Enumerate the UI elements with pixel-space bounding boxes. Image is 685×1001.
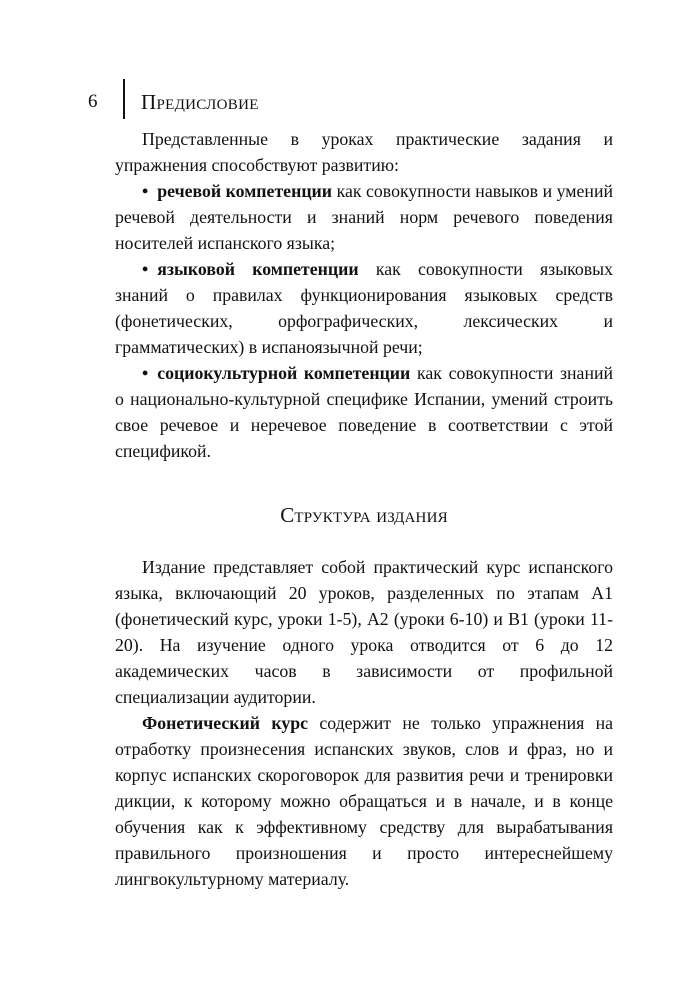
bullet-icon: •	[142, 363, 149, 383]
bullet-text: как совокупности навыков и умений речевой деятельности и знаний норм речевого поведения носителей испанского языка;	[115, 181, 613, 253]
bullet-term: речевой компетенции	[157, 181, 333, 201]
page-header	[88, 79, 618, 121]
bullet-text: как совокупности знаний о национально-культурной специфике Испании, умений строить свое речевое и неречевое поведение в соответствии с этой спецификой.	[115, 363, 613, 461]
page-body	[115, 126, 613, 892]
intro-paragraph: Представленные в уроках практические задания и упражнения способствуют развитию:	[115, 129, 613, 175]
bullet-term: социокультурной компетенции	[157, 363, 411, 383]
bullet-item-sociocultural-competence	[115, 360, 613, 464]
bullet-item-speech-competence	[115, 178, 613, 256]
bullet-term: языковой компетенции	[157, 259, 359, 279]
phonetic-course-paragraph	[115, 710, 613, 892]
phonetic-course-term: Фонетический курс	[142, 713, 309, 733]
running-title: Предисловие	[141, 90, 259, 114]
phonetic-course-text: содержит не только упражнения на отработку произнесения испанских звуков, слов и фраз, но и корпус испанских скороговорок для развития речи и тренировки дикции, к которому можно обращаться и в начале, и в конце обучения как к эффективному средству для вырабатывания правильного произношения и просто интереснейшему лингвокультурному материалу.	[115, 713, 614, 889]
bullet-icon: •	[142, 181, 149, 201]
bullet-text: как совокупности языковых знаний о правилах функционирования языковых средств (фонетических, орфографических, лексических и грамматических) в испаноязычной речи;	[115, 259, 614, 357]
bullet-icon: •	[142, 259, 149, 279]
structure-paragraph: Издание представляет собой практический курс испанского языка, включающий 20 уроков, разделенных по этапам А1 (фонетический курс, уроки 1-5), А2 (уроки 6-10) и В1 (уроки 11-20). На изучение одного урока отводится от 6 до 12 академических часов в зависимости от профильной специализации аудитории.	[115, 557, 613, 707]
bullet-item-language-competence	[115, 256, 613, 360]
page-number: 6	[88, 91, 98, 112]
header-divider	[123, 79, 125, 119]
section-heading: Структура издания	[280, 503, 448, 527]
